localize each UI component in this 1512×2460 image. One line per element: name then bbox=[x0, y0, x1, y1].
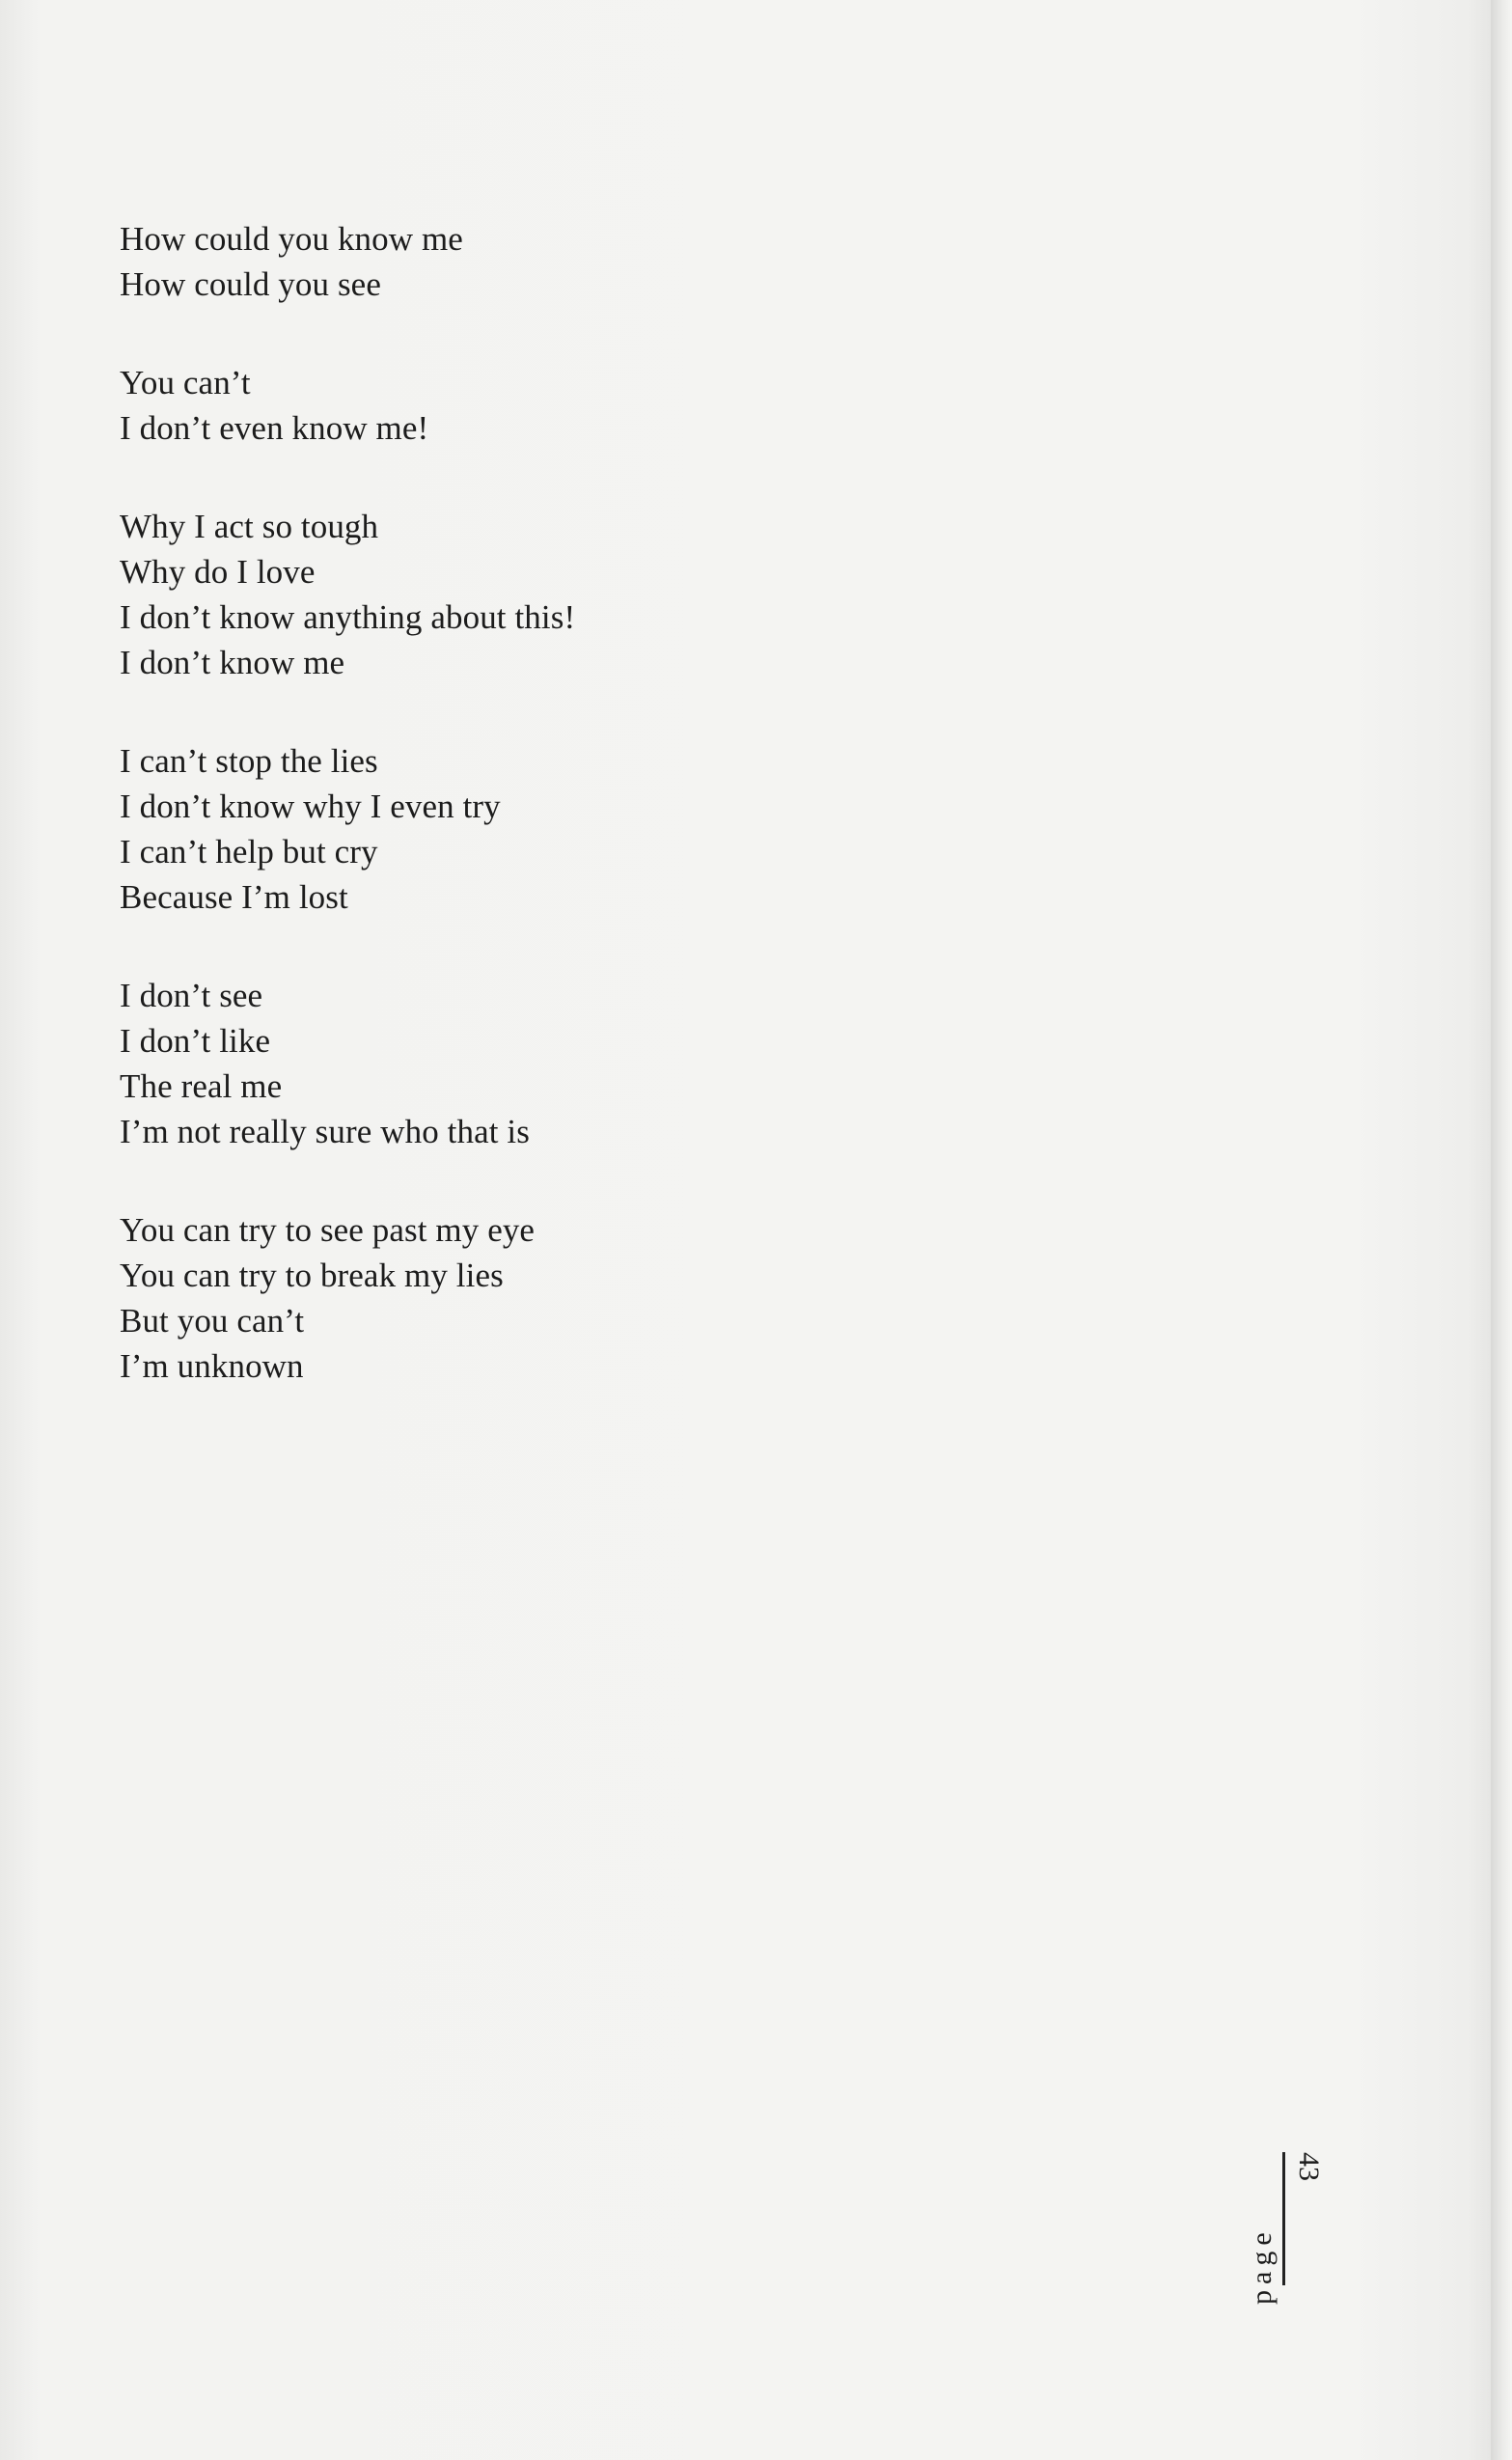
folio-divider bbox=[1282, 2152, 1285, 2285]
stanza-1 bbox=[120, 216, 988, 307]
poem-line: You can try to see past my eye bbox=[120, 1211, 536, 1249]
stanza-5 bbox=[120, 973, 988, 1154]
poem-line: How could you know me bbox=[120, 220, 463, 258]
poem-line: The real me bbox=[120, 1067, 283, 1105]
poem-line: But you can’t bbox=[120, 1302, 305, 1340]
poem-line: I’m unknown bbox=[120, 1347, 304, 1385]
stanza-2 bbox=[120, 360, 988, 451]
poem-line: I don’t even know me! bbox=[120, 409, 429, 447]
poem-line: I don’t know anything about this! bbox=[120, 598, 576, 636]
page-label: page bbox=[1246, 2226, 1278, 2305]
poem-line: Why do I love bbox=[120, 553, 316, 591]
poem-line: You can try to break my lies bbox=[120, 1257, 504, 1294]
poem-line: Why I act so tough bbox=[120, 508, 379, 545]
poem-line: I don’t like bbox=[120, 1022, 271, 1060]
poem-line: I don’t see bbox=[120, 977, 263, 1014]
stanza-4 bbox=[120, 738, 988, 920]
poem-line: I don’t know me bbox=[120, 644, 345, 681]
poem-line: Because I’m lost bbox=[120, 878, 348, 916]
poem-line: I can’t stop the lies bbox=[120, 742, 378, 780]
poem-line: I’m not really sure who that is bbox=[120, 1113, 530, 1150]
page-edge-shadow bbox=[1491, 0, 1512, 2460]
poem-line: How could you see bbox=[120, 265, 381, 303]
poem-line: You can’t bbox=[120, 364, 251, 401]
poem bbox=[120, 216, 988, 1442]
page-number: 43 bbox=[1293, 2152, 1325, 2181]
poem-line: I don’t know why I even try bbox=[120, 788, 501, 825]
poem-line: I can’t help but cry bbox=[120, 833, 378, 871]
stanza-6 bbox=[120, 1207, 988, 1389]
stanza-3 bbox=[120, 504, 988, 685]
page-number-block bbox=[1237, 2152, 1326, 2305]
